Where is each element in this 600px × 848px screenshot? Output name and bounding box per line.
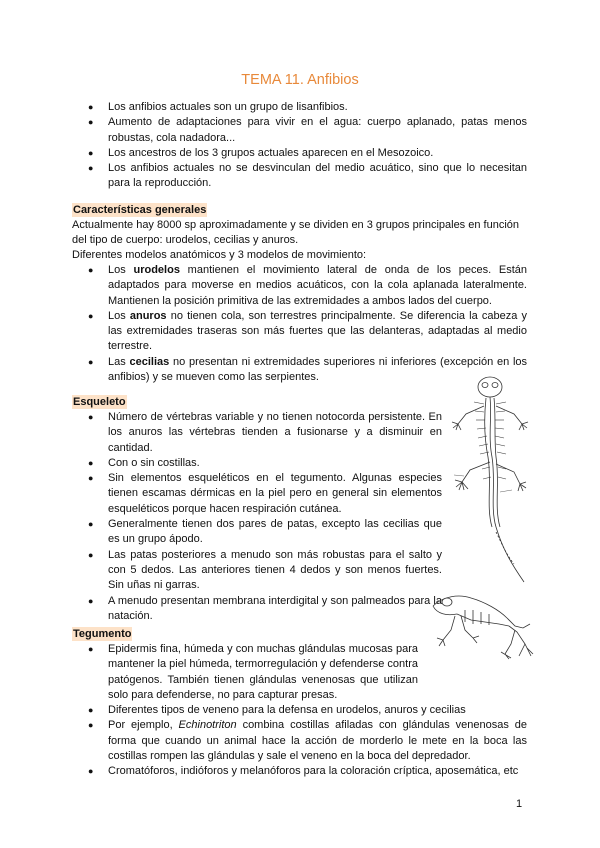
list-item: ● Los urodelos mantienen el movimiento lateral de onda de los peces. Están adaptados para moverse en medios acuáticos, con la cola aplanada lateralmente. Mantienen la posición primitiva de las extremidades a ambos lados del cuerpo. xyxy=(72,263,527,309)
list-item: ● Las patas posteriores a menudo son más robustas para el salto y con 5 dedos. Las anteriores tienen 4 dedos y son menos fuertes. Sin uñas ni garras. xyxy=(72,548,442,594)
list-item: ● Epidermis fina, húmeda y con muchas glándulas mucosas para mantener la piel húmeda, termorregulación y defenderse contra patógenos. También tienen glándulas venenosas que utilizan solo para defenderse, no para capturar presas. xyxy=(72,642,418,703)
list-item: ● Con o sin costillas. xyxy=(72,456,442,471)
esqueleto-bullets xyxy=(72,410,442,624)
term-anuros: anuros xyxy=(129,309,167,322)
list-item: ● Los anfibios actuales son un grupo de lisanfibios. xyxy=(72,100,527,115)
list-item: ● Generalmente tienen dos pares de patas, excepto las cecilias que es un grupo ápodo. xyxy=(72,517,442,548)
list-item: ● Cromatóforos, indióforos y melanóforos para la coloración críptica, aposemática, etc xyxy=(72,764,527,779)
genus-echinotriton: Echinotriton xyxy=(178,719,237,732)
term-cecilias: cecilias xyxy=(129,355,170,368)
list-item: ● A menudo presentan membrana interdigital y son palmeados para la natación. xyxy=(72,594,442,625)
list-item: ● Por ejemplo, Echinotriton combina costillas afiladas con glándulas venenosas de forma que cuando un animal hace la acción de morderlo le mete en la boca las costillas rompen las glándulas y sale el veneno en la boca del depredador. xyxy=(72,718,527,764)
list-item: ● Los ancestros de los 3 grupos actuales aparecen en el Mesozoico. xyxy=(72,146,527,161)
salamander-skeleton-illustration xyxy=(440,372,535,587)
frog-skeleton-illustration xyxy=(425,588,535,660)
list-item: ● Diferentes tipos de veneno para la defensa en urodelos, anuros y cecilias xyxy=(72,703,527,718)
list-item: ● Los anuros no tienen cola, son terrestres principalmente. Se diferencia la cabeza y las extremidades traseras son más fuertes que las delanteras, adaptadas al medio terrestre. xyxy=(72,309,527,355)
paragraph: Diferentes modelos anatómicos y 3 modelos de movimiento: xyxy=(72,249,367,261)
page-number: 1 xyxy=(516,798,523,810)
section-heading-caracteristicas: Características generales xyxy=(73,204,207,216)
section-heading-tegumento: Tegumento xyxy=(73,628,132,640)
section-heading-esqueleto: Esqueleto xyxy=(73,396,126,408)
intro-bullets xyxy=(72,100,527,192)
list-item: ● Sin elementos esqueléticos en el tegumento. Algunas especies tienen escamas dérmicas en la piel pero en general sin elementos esqueléticos porque hacen respiración cutánea. xyxy=(72,471,442,517)
page-title: TEMA 11. Anfibios xyxy=(241,72,359,88)
term-urodelos: urodelos xyxy=(133,264,180,276)
caracteristicas-bullets xyxy=(72,263,527,385)
tegumento-bullets-narrow xyxy=(72,642,418,703)
list-item: ● Número de vértebras variable y no tienen notocorda persistente. En los anuros las vértebras tienden a fusionarse y a disminuir en cantidad. xyxy=(72,410,442,456)
paragraph: Actualmente hay 8000 sp aproximadamente y se dividen en 3 grupos principales en función del tipo de cuerpo: urodelos, cecilias y anuros. xyxy=(72,219,519,247)
list-item: ● Aumento de adaptaciones para vivir en el agua: cuerpo aplanado, patas menos robustas, cola nadadora... xyxy=(72,115,527,146)
tegumento-bullets xyxy=(72,703,527,779)
list-item: ● Los anfibios actuales no se desvinculan del medio acuático, sino que lo necesitan para la reproducción. xyxy=(72,161,527,192)
list-item: ● Las cecilias no presentan ni extremidades superiores ni inferiores (excepción en los anfibios) y se mueven como las serpientes. xyxy=(72,355,527,386)
